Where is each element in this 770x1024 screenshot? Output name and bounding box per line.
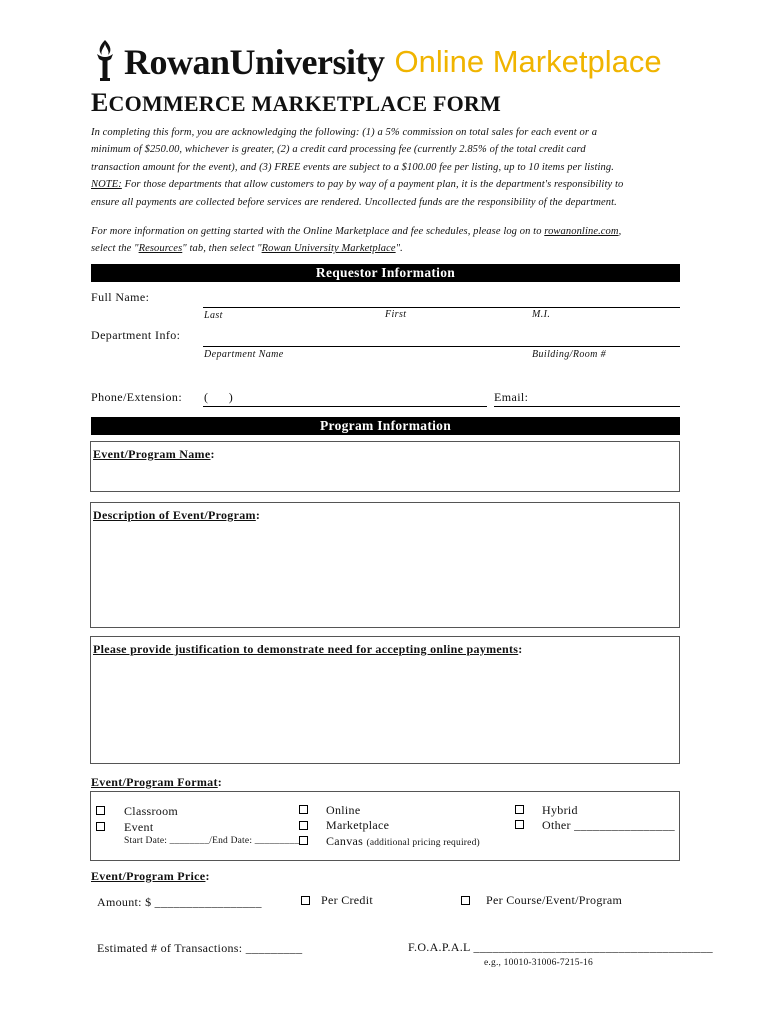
logo-university-text: RowanUniversity — [124, 42, 385, 82]
intro-paragraph — [91, 124, 676, 211]
requestor-heading: Requestor Information — [91, 264, 680, 282]
justification-label — [93, 642, 523, 657]
phone-area-code: ( ) — [204, 390, 234, 404]
full-name-field[interactable] — [203, 307, 680, 308]
colon: : — [205, 869, 210, 883]
event-name-label-text: Event/Program Name — [93, 447, 211, 461]
intro-line: In completing this form, you are acknowledging the following: (1) a 5% commission on total sales for each event or a — [91, 127, 598, 138]
format-label — [91, 775, 222, 790]
foapal-example: e.g., 10010-31006-7215-16 — [484, 958, 593, 968]
marketplace-option: Marketplace — [326, 818, 390, 832]
format-label-text: Event/Program Format — [91, 775, 218, 789]
intro-line — [91, 176, 676, 193]
canvas-text: Canvas — [326, 834, 364, 848]
price-label — [91, 869, 210, 884]
event-checkbox[interactable] — [96, 822, 105, 831]
per-credit-checkbox[interactable] — [301, 896, 310, 905]
hybrid-checkbox[interactable] — [515, 805, 524, 814]
canvas-checkbox[interactable] — [299, 836, 308, 845]
description-label-text: Description of Event/Program — [93, 508, 256, 522]
intro-line: ensure all payments are collected before services are rendered. Uncollected funds are the responsibility of the department. — [91, 196, 617, 208]
amount-field[interactable]: Amount: $ _________________ — [97, 895, 262, 909]
form-title-initial: E — [91, 88, 109, 117]
info-text: , — [618, 226, 622, 237]
info-line — [91, 240, 676, 257]
resources-link: Resources — [138, 243, 183, 255]
event-option: Event — [124, 820, 154, 834]
program-heading: Program Information — [91, 417, 680, 435]
phone-field[interactable] — [203, 406, 487, 407]
info-text: ". — [395, 243, 403, 255]
department-field[interactable] — [203, 346, 680, 347]
event-name-label — [93, 447, 215, 462]
transactions-field[interactable]: Estimated # of Transactions: _________ — [97, 941, 303, 955]
form-title-rest: COMMERCE MARKETPLACE FORM — [108, 91, 501, 116]
rowanonline-link[interactable]: rowanonline.com — [544, 226, 619, 237]
intro-line: transaction amount for the event), and (3) FREE events are subject to a $100.00 fee per listing, up to 10 items per listing. — [91, 161, 614, 173]
note-label: NOTE: — [91, 179, 122, 191]
email-label: Email: — [494, 390, 529, 404]
per-course-checkbox[interactable] — [461, 896, 470, 905]
price-label-text: Event/Program Price — [91, 869, 206, 883]
intro-line: minimum of $250.00, whichever is greater, (2) a credit card processing fee (currently 2.85% of the total credit card — [91, 144, 586, 156]
phone-label: Phone/Extension: — [91, 390, 183, 404]
per-credit-option: Per Credit — [321, 893, 373, 907]
colon: : — [217, 775, 223, 789]
last-name-caption: Last — [204, 310, 223, 321]
online-checkbox[interactable] — [299, 805, 308, 814]
torch-icon — [90, 38, 120, 82]
department-name-caption: Department Name — [204, 349, 284, 360]
colon: : — [210, 447, 215, 461]
info-line — [91, 223, 676, 240]
info-text: For more information on getting started with the Online Marketplace and fee schedules, please log on to — [91, 226, 545, 237]
canvas-option — [326, 834, 480, 849]
form-title — [91, 88, 501, 118]
mi-caption: M.I. — [532, 309, 551, 320]
info-paragraph — [91, 223, 676, 258]
marketplace-checkbox[interactable] — [299, 821, 308, 830]
other-option[interactable]: Other ________________ — [542, 818, 675, 832]
other-checkbox[interactable] — [515, 820, 524, 829]
hybrid-option: Hybrid — [542, 803, 578, 817]
building-caption: Building/Room # — [532, 349, 607, 360]
note-text: For those departments that allow customers to pay by way of a payment plan, it is the department's responsibility to — [121, 179, 624, 191]
online-option: Online — [326, 803, 361, 817]
foapal-field[interactable]: F.O.A.P.A.L ______________________________________ — [408, 940, 713, 954]
info-text: " tab, then select " — [182, 243, 262, 255]
email-field[interactable] — [494, 406, 680, 407]
department-label: Department Info: — [91, 328, 181, 342]
colon: : — [255, 508, 261, 522]
marketplace-link: Rowan University Marketplace — [261, 243, 396, 255]
classroom-option: Classroom — [124, 804, 179, 818]
first-name-caption: First — [385, 309, 407, 320]
logo — [90, 36, 662, 82]
per-course-option: Per Course/Event/Program — [486, 893, 623, 907]
info-text: select the " — [91, 243, 139, 255]
date-range-field[interactable]: Start Date: ________/End Date: _________ — [124, 836, 300, 846]
logo-marketplace-text: Online Marketplace — [394, 44, 662, 79]
classroom-checkbox[interactable] — [96, 806, 105, 815]
canvas-note: (additional pricing required) — [366, 838, 480, 848]
justification-label-text: Please provide justification to demonstrate need for accepting online payments — [93, 642, 519, 656]
full-name-label: Full Name: — [91, 290, 150, 304]
description-label — [93, 508, 260, 523]
colon: : — [518, 642, 523, 656]
